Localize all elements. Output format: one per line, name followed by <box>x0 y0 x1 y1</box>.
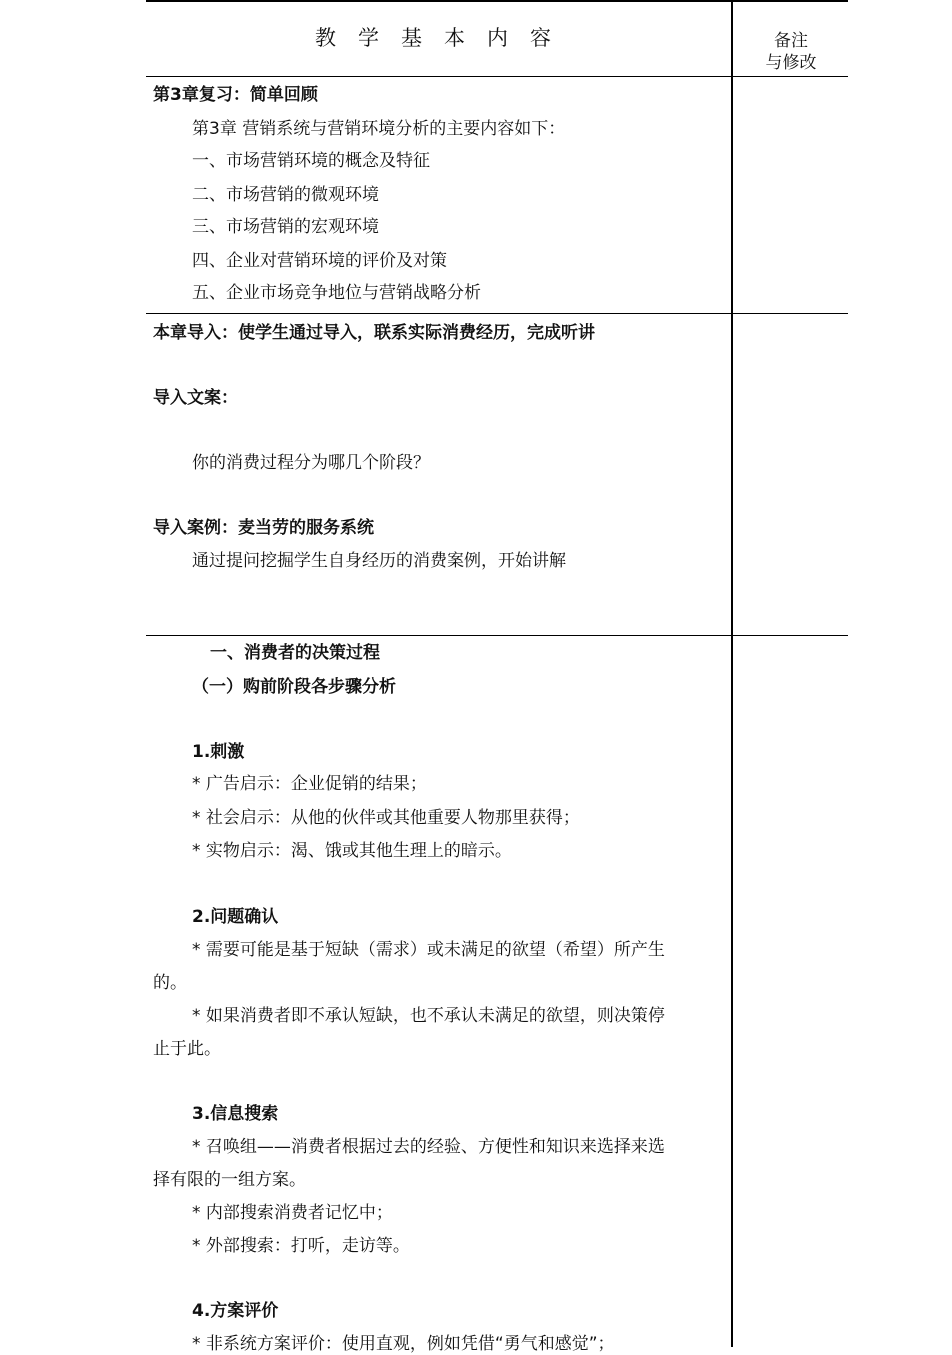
review-item: 五、企业市场竞争地位与营销战略分析 <box>192 283 481 303</box>
step2-heading: 2.问题确认 <box>192 907 279 927</box>
step1-item: * 社会启示：从他的伙伴或其他重要人物那里获得； <box>192 808 580 828</box>
row-divider-1 <box>146 313 848 314</box>
intro-case-text: 通过提问挖掘学生自身经历的消费案例，开始讲解 <box>192 551 566 571</box>
review-heading: 第3章复习：简单回顾 <box>153 85 318 105</box>
step2-para1-line2: 的。 <box>153 973 187 993</box>
table-top-border <box>146 0 848 2</box>
intro-heading: 本章导入：使学生通过导入，联系实际消费经历，完成听讲 <box>153 323 595 343</box>
review-item: 四、企业对营销环境的评价及对策 <box>192 251 447 271</box>
review-intro: 第3章 营销系统与营销环境分析的主要内容如下： <box>192 119 566 139</box>
review-item: 二、市场营销的微观环境 <box>192 185 379 205</box>
step2-para2-line2: 止于此。 <box>153 1039 221 1059</box>
row-divider-2 <box>146 635 848 636</box>
step4-item-cut: * 非系统方案评价：使用直观，例如凭借“勇气和感觉”； <box>192 1334 615 1354</box>
step1-heading: 1.刺激 <box>192 742 245 762</box>
review-item: 一、市场营销环境的概念及特征 <box>192 151 430 171</box>
step3-item: * 内部搜索消费者记忆中； <box>192 1203 393 1223</box>
header-row-divider <box>146 76 848 77</box>
intro-case-heading: 导入案例：麦当劳的服务系统 <box>153 518 374 538</box>
remarks-header-line2: 与修改 <box>765 53 817 73</box>
step2-para2-line1: * 如果消费者即不承认短缺，也不承认未满足的欲望，则决策停 <box>192 1006 665 1026</box>
step3-para1-line2: 择有限的一组方案。 <box>153 1170 306 1190</box>
intro-question: 你的消费过程分为哪几个阶段？ <box>192 453 430 473</box>
content-subtitle: （一）购前阶段各步骤分析 <box>192 677 396 697</box>
intro-copy-heading: 导入文案： <box>153 388 238 408</box>
table-column-divider <box>731 0 733 1347</box>
step1-item: * 实物启示：渴、饿或其他生理上的暗示。 <box>192 841 512 861</box>
remarks-header-line1: 备注 <box>774 31 808 51</box>
review-item: 三、市场营销的宏观环境 <box>192 217 379 237</box>
step2-para1-line1: * 需要可能是基于短缺（需求）或未满足的欲望（希望）所产生 <box>192 940 665 960</box>
step4-heading: 4.方案评价 <box>192 1301 279 1321</box>
content-title: 一、消费者的决策过程 <box>210 643 380 663</box>
step3-item: * 外部搜索：打听，走访等。 <box>192 1236 410 1256</box>
table-header-title: 教学基本内容 <box>315 26 573 50</box>
step3-para1-line1: * 召唤组——消费者根据过去的经验、方便性和知识来选择来选 <box>192 1137 665 1157</box>
step1-item: * 广告启示：企业促销的结果； <box>192 774 427 794</box>
step3-heading: 3.信息搜索 <box>192 1104 279 1124</box>
